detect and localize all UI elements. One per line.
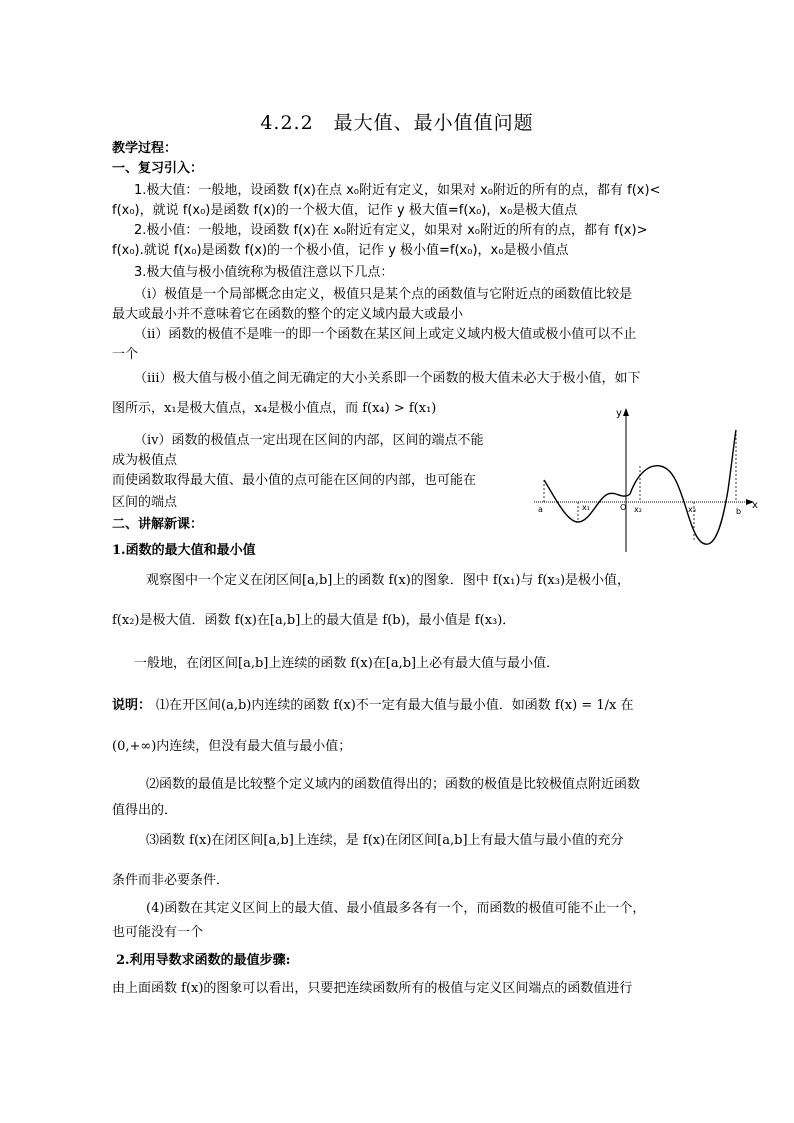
extremum-notes-intro: 3.极大值与极小值统称为极值注意以下几点： [134,265,394,280]
observation-line1: 观察图中一个定义在闭区间[a,b]上的函数 f(x)的图象．图中 f(x₁)与 f(x₃)是极小值， [146,573,631,588]
subsection-derivative-steps-heading: 2.利用导数求函数的最值步骤: [116,953,291,968]
general-statement: 一般地，在闭区间[a,b]上连续的函数 f(x)在[a,b]上必有最大值与最小值． [134,656,560,671]
section-review-heading: 一、复习引入： [112,161,204,176]
note2-line1: ⑵函数的最值是比较整个定义域内的函数值得出的；函数的极值是比较极值点附近函数 [146,777,641,792]
label-x1: x₁ [582,503,590,512]
note-label: 说明： [112,698,152,713]
note4-line2: 也可能没有一个 [112,925,204,940]
note3-line1: ⑶函数 f(x)在闭区间[a,b]上连续，是 f(x)在闭区间[a,b]上有最大值与最小值的充分 [146,833,624,848]
note1-line2: (0,+∞)内连续，但没有最大值与最小值； [112,739,352,754]
closing-line: 由上面函数 f(x)的图象可以看出，只要把连续函数所有的极值与定义区间端点的函数值进行 [112,981,633,996]
function-graph [528,402,764,556]
maximum-definition-line2: f(x₀)，就说 f(x₀)是函数 f(x)的一个极大值，记作 y 极大值=f(x₀)，x₀是极大值点 [112,203,578,218]
minimum-definition-line1: 2.极小值：一般地，设函数 f(x)在 x₀附近有定义，如果对 x₀附近的所有的点，都有 f(x)> [134,223,648,238]
label-origin: O [620,503,627,512]
note-iv-line3: 而使函数取得最大值、最小值的点可能在区间的内部，也可能在 [112,473,477,488]
subsection-max-min-heading: 1.函数的最大值和最小值 [112,543,256,558]
note-iii-line1: （ⅲ）极大值与极小值之间无确定的大小关系即一个函数的极大值未必大于极小值，如下 [134,371,641,386]
observation-line2: f(x₂)是极大值．函数 f(x)在[a,b]上的最大值是 f(b)，最小值是 f(x₃)． [112,613,516,628]
note-iii-line2: 图所示，x₁是极大值点，x₄是极小值点，而 f(x₄) > f(x₁) [112,401,437,416]
maximum-definition-line1: 1.极大值：一般地，设函数 f(x)在点 x₀附近有定义，如果对 x₀附近的所有的点，都有 f(x)< [134,183,661,198]
y-axis-label: y [616,408,622,419]
note2-line2: 值得出的． [112,803,178,818]
note-i-line1: （ⅰ）极值是一个局部概念由定义，极值只是某个点的函数值与它附近点的函数值比较是 [134,287,633,302]
label-x2: x₂ [634,505,642,514]
page-title: 4.2.2 最大值、最小值值问题 [260,112,534,134]
label-x3: x₃ [688,505,696,514]
note-i-line2: 最大或最小并不意味着它在函数的整个的定义域内最大或最小 [112,307,464,322]
note-iv-line4: 区间的端点 [112,495,178,510]
note-ii-line2: 一个 [112,347,139,362]
label-a: a [538,505,543,514]
minimum-definition-line2: f(x₀).就说 f(x₀)是函数 f(x)的一个极小值，记作 y 极小值=f(x₀)，x₀是极小值点 [112,243,569,258]
note4-line1: (4)函数在其定义区间上的最大值、最小值最多各有一个，而函数的极值可能不止一个， [146,901,646,916]
note-ii-line1: （ⅱ）函数的极值不是唯一的即一个函数在某区间上或定义域内极大值或极小值可以不止 [134,327,637,342]
section-new-lesson-heading: 二、讲解新课： [112,517,204,532]
teaching-process-heading: 教学过程： [112,141,178,156]
label-b: b [736,507,742,516]
note1-line1: ⑴在开区间(a,b)内连续的函数 f(x)不一定有最大值与最小值．如函数 f(x) = 1/x 在 [156,698,634,713]
note-iv-line1: （ⅳ）函数的极值点一定出现在区间的内部，区间的端点不能 [134,433,484,448]
note3-line2: 条件而非必要条件． [112,873,230,888]
x-axis-label: x [752,500,758,511]
y-axis-arrow [623,408,629,416]
note-iv-line2: 成为极值点 [112,453,178,468]
